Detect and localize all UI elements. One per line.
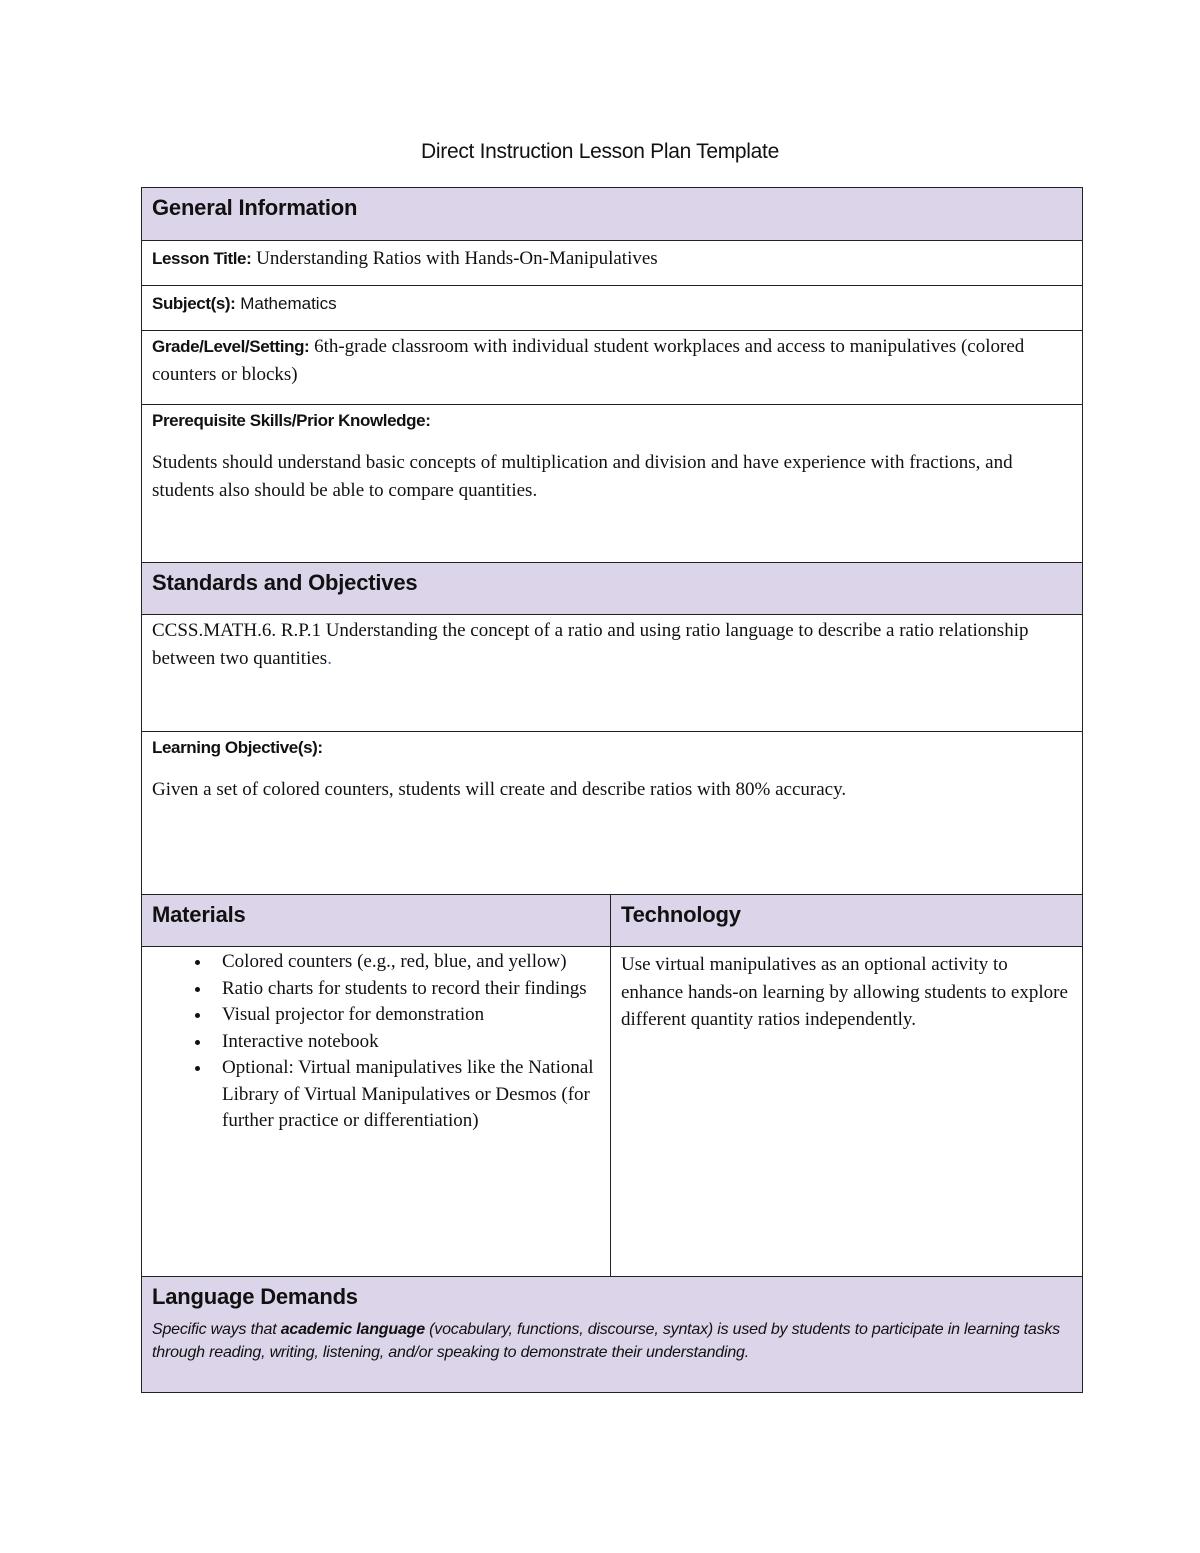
language-demands-note — [142, 1310, 1082, 1364]
language-note-prefix: Specific ways that — [152, 1321, 281, 1338]
standard-row — [142, 615, 1083, 732]
grade-label: Grade/Level/Setting: — [152, 337, 310, 356]
standard-text: CCSS.MATH.6. R.P.1 Understanding the concept of a ratio and using ratio language to describe a ratio relationship between two quantities — [152, 620, 1029, 669]
subjects-row — [142, 286, 1083, 331]
materials-heading: Materials — [152, 902, 246, 927]
lesson-plan-table — [141, 187, 1083, 1393]
objectives-text: Given a set of colored counters, students will create and describe ratios with 80% accuracy. — [152, 779, 847, 800]
grade-value: 6th-grade classroom with individual student workplaces and access to manipulatives (colored counters or blocks) — [152, 336, 1025, 385]
materials-list — [142, 949, 610, 1135]
subjects-value: Mathematics — [240, 294, 337, 313]
general-info-header-row — [142, 188, 1083, 241]
materials-technology-row — [142, 947, 1083, 1277]
list-item: • Optional: Virtual manipulatives like the National Library of Virtual Manipulatives or Desmos (for further practice or differentiation) — [212, 1055, 610, 1135]
prereq-row — [142, 405, 1083, 563]
materials-header-cell — [142, 895, 611, 947]
grade-cell — [142, 331, 1083, 405]
lesson-title-value: Understanding Ratios with Hands-On-Manipulatives — [256, 248, 658, 269]
materials-cell — [142, 947, 611, 1277]
subjects-label: Subject(s): — [152, 294, 236, 313]
standard-end-mark: . — [327, 648, 332, 669]
language-demands-heading: Language Demands — [152, 1284, 358, 1309]
lesson-title-label: Lesson Title: — [152, 249, 252, 268]
general-info-heading: General Information — [152, 195, 358, 220]
standards-header-cell — [142, 563, 1083, 615]
standard-cell — [142, 615, 1083, 732]
lesson-title-row — [142, 241, 1083, 286]
objectives-cell — [142, 732, 1083, 895]
prereq-label: Prerequisite Skills/Prior Knowledge: — [152, 411, 431, 430]
grade-row — [142, 331, 1083, 405]
general-info-header-cell — [142, 188, 1083, 241]
list-item: • Colored counters (e.g., red, blue, and yellow) — [212, 949, 610, 976]
technology-text: Use virtual manipulatives as an optional activity to enhance hands-on learning by allowing students to explore different quantity ratios independently. — [621, 954, 1068, 1030]
document-title: Direct Instruction Lesson Plan Template — [421, 140, 779, 163]
list-item: • Interactive notebook — [212, 1029, 610, 1056]
language-demands-row — [142, 1277, 1083, 1393]
technology-header-cell — [611, 895, 1083, 947]
standards-heading: Standards and Objectives — [152, 570, 418, 595]
list-item: • Ratio charts for students to record their findings — [212, 976, 610, 1003]
standards-header-row — [142, 563, 1083, 615]
prereq-text: Students should understand basic concepts of multiplication and division and have experience with fractions, and students also should be able to compare quantities. — [152, 452, 1013, 501]
technology-heading: Technology — [621, 902, 741, 927]
subjects-cell — [142, 286, 1083, 331]
objectives-label: Learning Objective(s): — [152, 738, 323, 757]
materials-technology-header-row — [142, 895, 1083, 947]
language-note-bold: academic language — [280, 1321, 425, 1338]
prereq-cell — [142, 405, 1083, 563]
technology-cell — [611, 947, 1083, 1277]
objectives-row — [142, 732, 1083, 895]
list-item: • Visual projector for demonstration — [212, 1002, 610, 1029]
language-note-suffix: (vocabulary, functions, discourse, syntax) is used by students to participate in learning tasks through reading, writing, listening, and/or speaking to demonstrate their understanding. — [152, 1321, 1060, 1361]
lesson-title-cell — [142, 241, 1083, 286]
language-demands-cell — [142, 1277, 1083, 1393]
